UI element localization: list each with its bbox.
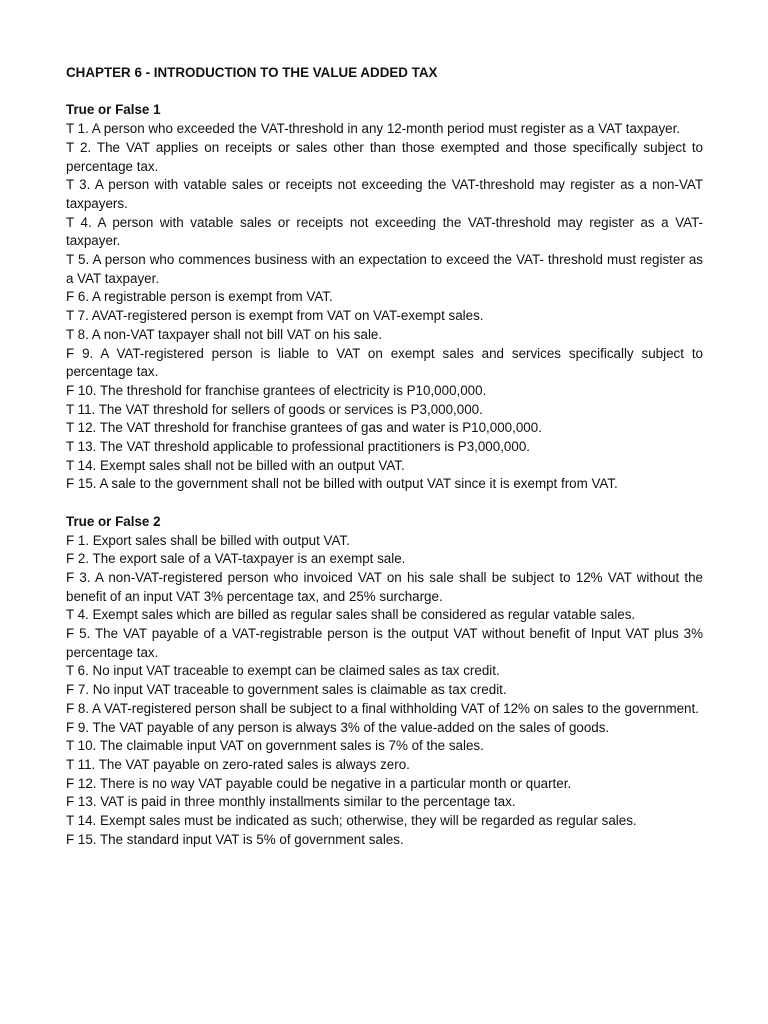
question-item: T 3. A person with vatable sales or receipts not exceeding the VAT-threshold may register as a non-VAT taxpayers. [66,177,703,211]
question-item: F 6. A registrable person is exempt from VAT. [66,289,333,305]
chapter-title: CHAPTER 6 - INTRODUCTION TO THE VALUE ADDED TAX [66,65,438,80]
question-item: F 15. The standard input VAT is 5% of government sales. [66,831,404,847]
question-item: F 1. Export sales shall be billed with output VAT. [66,532,350,548]
question-item: T 4. A person with vatable sales or receipts not exceeding the VAT-threshold may register as a VAT-taxpayer. [66,214,703,249]
section-true-or-false-1 [66,101,703,494]
question-item: T 11. The VAT threshold for sellers of goods or services is P3,000,000. [66,401,483,417]
question-item: T 14. Exempt sales must be indicated as such; otherwise, they will be regarded as regular sales. [66,813,637,829]
question-item: F 10. The threshold for franchise grantees of electricity is P10,000,000. [66,382,487,398]
question-item: T 6. No input VAT traceable to exempt can be claimed sales as tax credit. [66,663,500,679]
question-item: F 9. The VAT payable of any person is always 3% of the value-added on the sales of goods. [66,719,610,735]
question-item: T 14. Exempt sales shall not be billed with an output VAT. [66,457,405,473]
question-list [66,120,703,494]
question-item: T 12. The VAT threshold for franchise grantees of gas and water is P10,000,000. [66,420,542,436]
document-page [66,64,703,868]
question-list [66,532,703,850]
question-item: F 13. VAT is paid in three monthly installments similar to the percentage tax. [66,794,516,810]
section-heading: True or False 2 [66,513,161,529]
question-item: T 10. The claimable input VAT on government sales is 7% of the sales. [66,738,484,754]
question-item: F 7. No input VAT traceable to government sales is claimable as tax credit. [66,682,507,698]
question-item: F 8. A VAT-registered person shall be subject to a final withholding VAT of 12% on sales to the government. [66,700,699,716]
question-item: T 8. A non-VAT taxpayer shall not bill VAT on his sale. [66,326,383,342]
question-item: F 5. The VAT payable of a VAT-registrable person is the output VAT without benefit of Input VAT plus 3% percentage tax. [66,626,703,660]
question-item: T 5. A person who commences business with an expectation to exceed the VAT- threshold must register as a VAT taxpayer. [66,252,703,286]
section-heading: True or False 1 [66,102,161,118]
question-item: T 13. The VAT threshold applicable to professional practitioners is P3,000,000. [66,439,530,455]
question-item: F 3. A non-VAT-registered person who invoiced VAT on his sale shall be subject to 12% VAT without the benefit of an input VAT 3% percentage tax, and 25% surcharge. [66,569,703,604]
question-item: F 9. A VAT-registered person is liable to VAT on exempt sales and services specifically subject to percentage tax. [66,345,703,380]
question-item: T 7. AVAT-registered person is exempt from VAT on VAT-exempt sales. [66,308,484,324]
section-true-or-false-2 [66,513,703,850]
question-item: F 15. A sale to the government shall not be billed with output VAT since it is exempt from VAT. [66,476,618,492]
question-item: T 4. Exempt sales which are billed as regular sales shall be considered as regular vatable sales. [66,607,636,623]
question-item: T 2. The VAT applies on receipts or sales other than those exempted and those specifically subject to percentage tax. [66,139,703,174]
question-item: T 1. A person who exceeded the VAT-threshold in any 12-month period must register as a VAT taxpayer. [66,121,681,137]
question-item: T 11. The VAT payable on zero-rated sales is always zero. [66,756,410,772]
question-item: F 12. There is no way VAT payable could be negative in a particular month or quarter. [66,775,572,791]
question-item: F 2. The export sale of a VAT-taxpayer is an exempt sale. [66,551,406,567]
